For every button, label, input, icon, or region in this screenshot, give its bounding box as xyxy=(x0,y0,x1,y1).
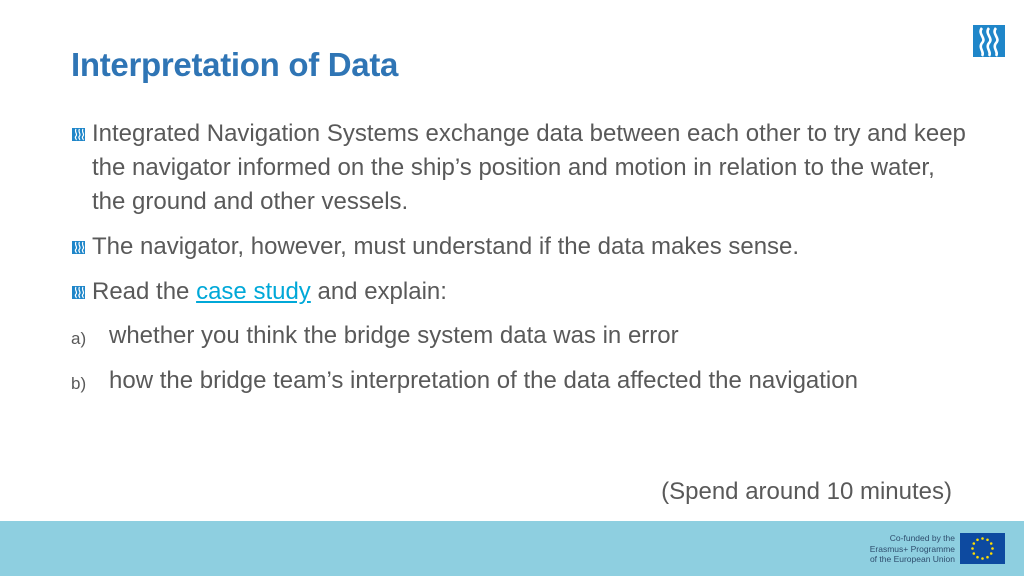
eu-funding-text xyxy=(870,533,955,565)
page-title: Interpretation of Data xyxy=(71,46,399,83)
list-item-text: how the bridge team’s interpretation of the data affected the navigation xyxy=(109,367,858,394)
eu-funding-line: Erasmus+ Programme xyxy=(869,543,955,554)
time-note: (Spend around 10 minutes) xyxy=(661,478,952,505)
eu-funding-line: Co-funded by the xyxy=(889,533,955,543)
list-marker: b) xyxy=(71,374,87,393)
list-item-text: whether you think the bridge system data was in error xyxy=(109,322,679,349)
case-study-link[interactable]: case study xyxy=(196,278,311,305)
list-marker: a) xyxy=(71,329,87,348)
footer-band xyxy=(0,521,1024,576)
wave-bullet-icon xyxy=(72,128,85,141)
eu-funding-line: of the European Union xyxy=(869,554,955,564)
read-suffix: and explain: xyxy=(317,278,447,305)
wave-bullet-icon xyxy=(72,286,85,299)
bullet-text: The navigator, however, must understand if the data makes sense. xyxy=(92,233,800,260)
bullet-text-read xyxy=(92,275,972,309)
wave-logo-icon xyxy=(973,25,1005,57)
bullet-text: Integrated Navigation Systems exchange data between each other to try and keep the navigator informed on the ship’s position and motion in relation to the water, the ground and other vessels. xyxy=(92,120,966,215)
read-prefix: Read the xyxy=(92,278,190,305)
wave-bullet-icon xyxy=(72,241,85,254)
eu-flag-icon xyxy=(960,533,1005,564)
